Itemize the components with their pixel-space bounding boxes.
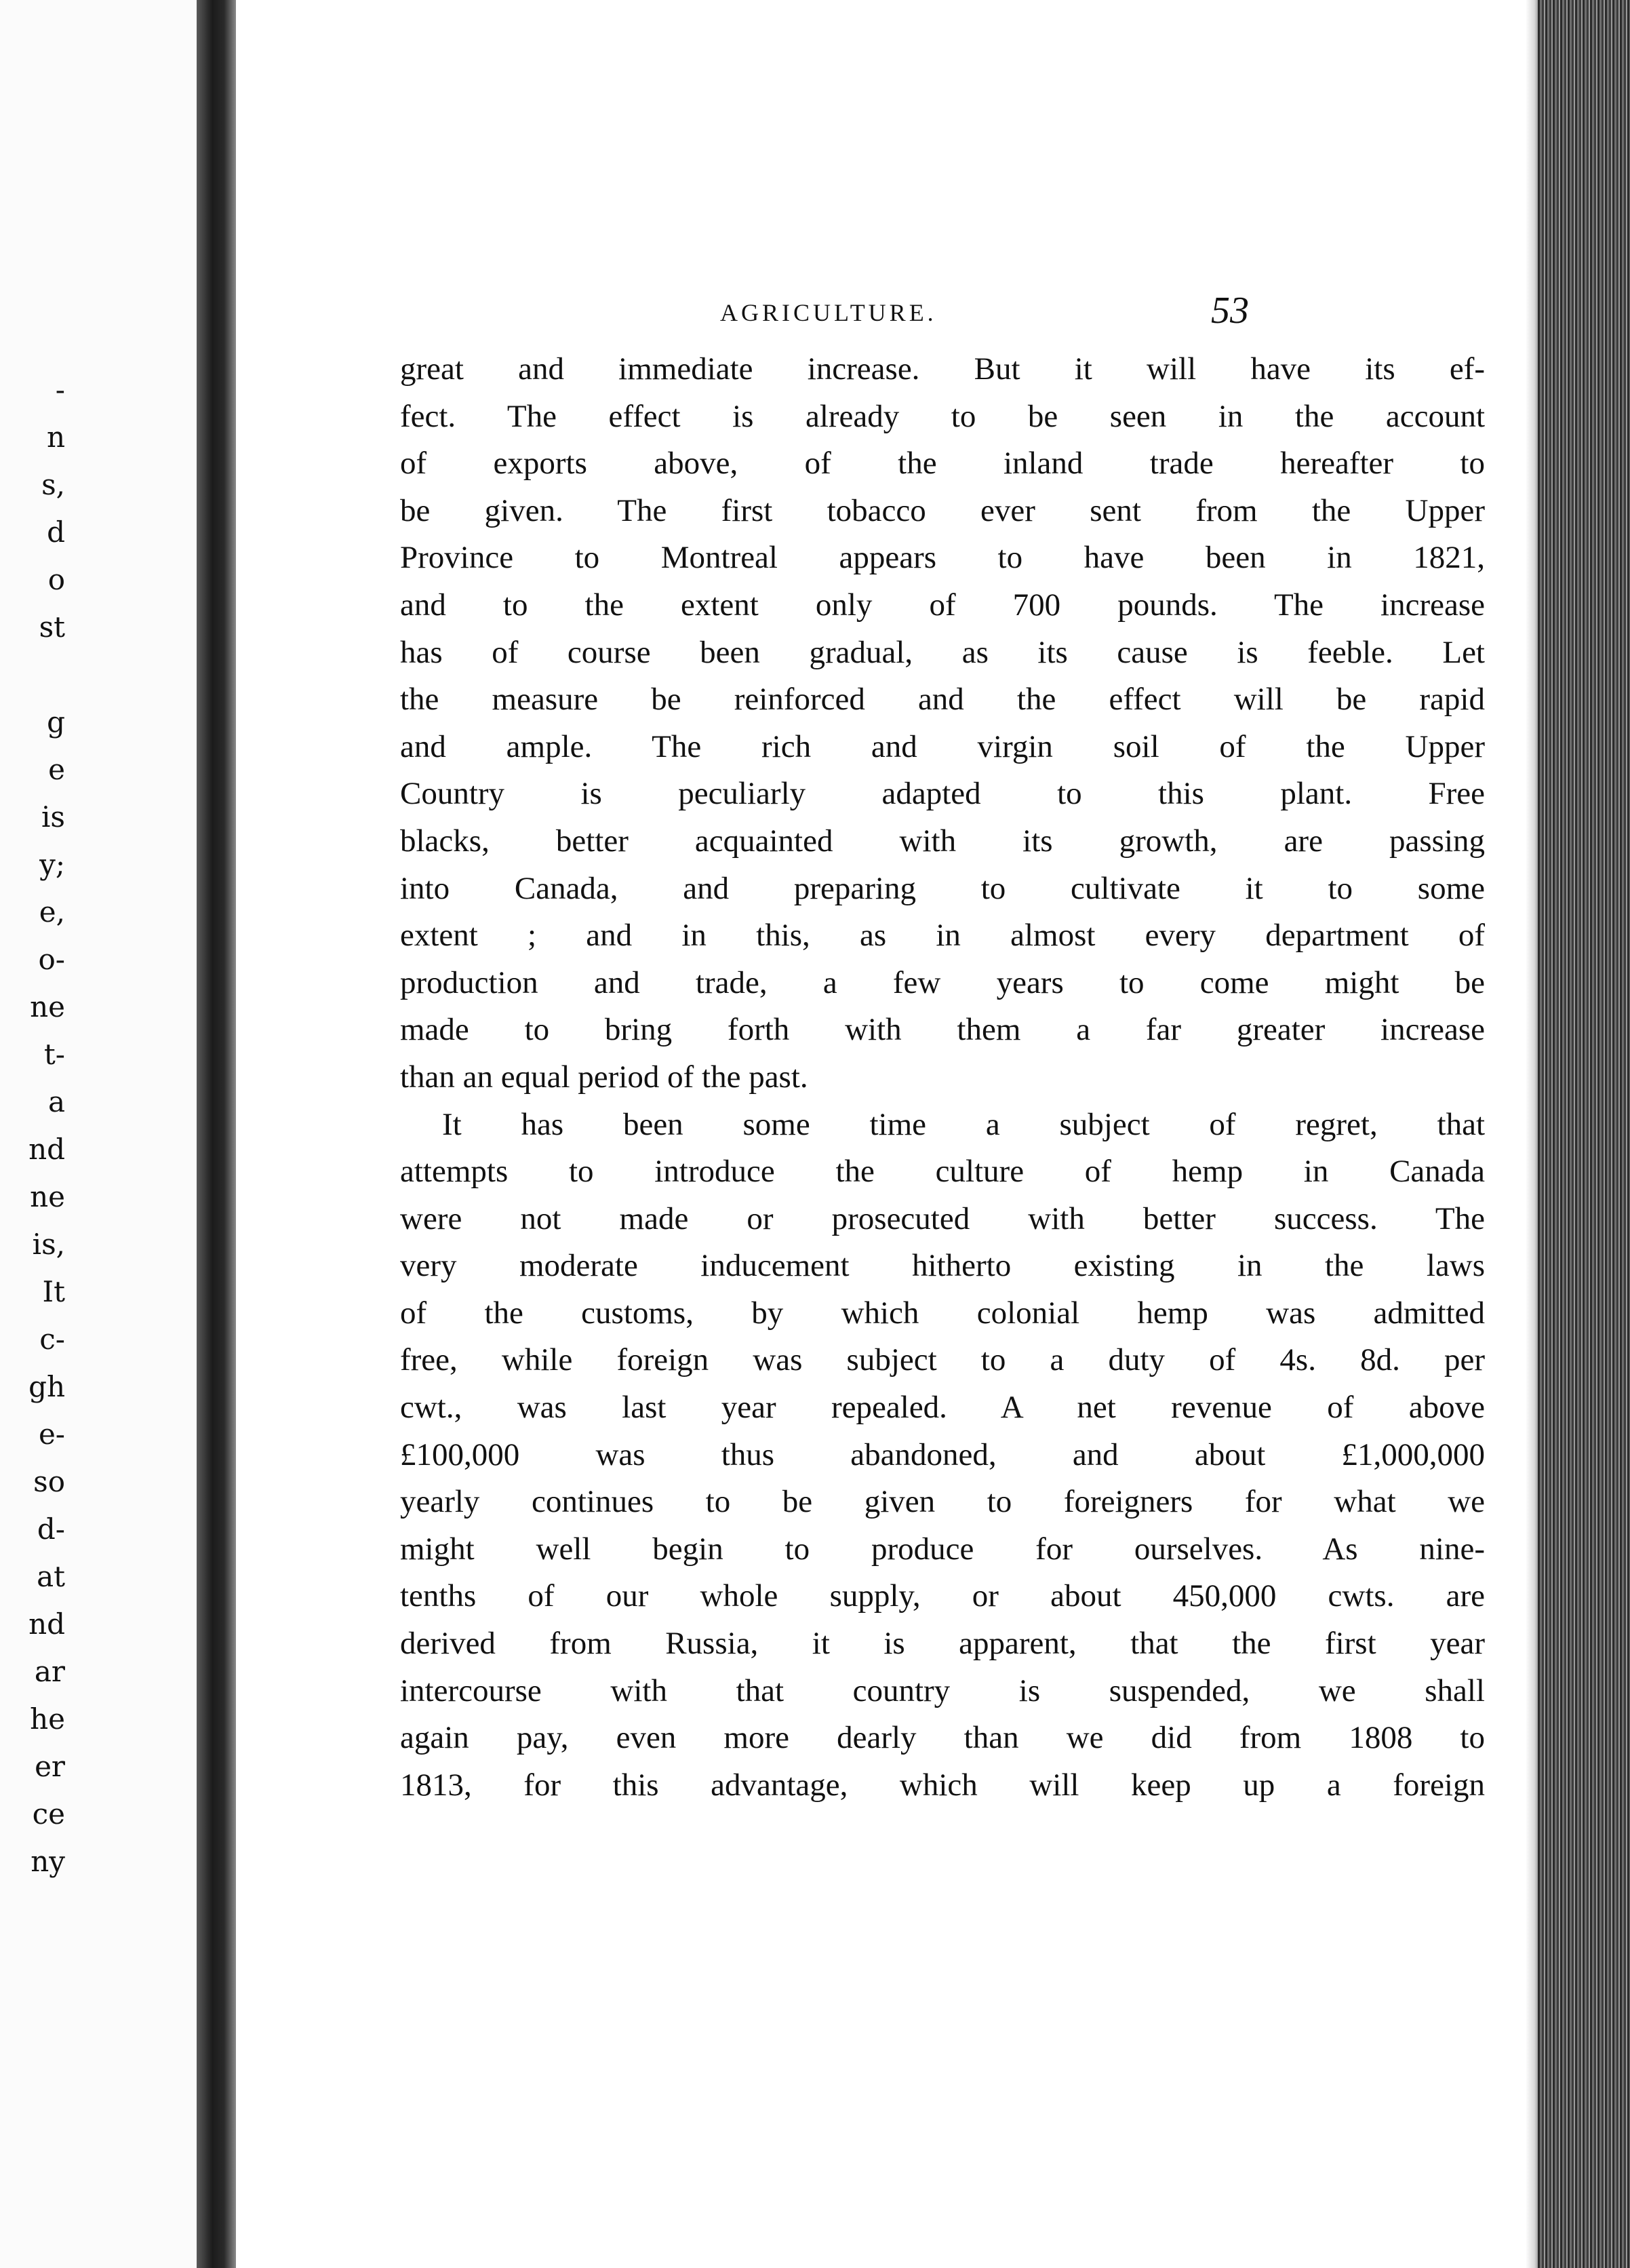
facing-page-line: e- [38,1418,65,1451]
facing-page-line: y; [39,848,65,881]
text-line: blacks, better acquainted with its growth, are passing [400,823,1485,859]
text-line: free, while foreign was subject to a duty of 4s. 8d. per [400,1342,1485,1378]
book-page-edges [1538,0,1630,2268]
facing-page-line: e, [39,895,65,928]
text-line: Country is peculiarly adapted to this plant. Free [400,776,1485,812]
facing-page-line: ne [30,1180,65,1213]
text-line: the measure be reinforced and the effect will be rapid [400,682,1485,718]
facing-page-line: er [35,1750,65,1783]
facing-page-line: st [39,610,65,644]
facing-page-line: o- [38,943,65,976]
book-gutter [197,0,236,2268]
text-line: attempts to introduce the culture of hemp in Canada [400,1154,1485,1190]
page-number: 53 [1211,290,1249,332]
text-line: very moderate inducement hitherto existing in the laws [400,1248,1485,1284]
facing-page-line: nd [28,1607,65,1641]
facing-page-line: ne [30,990,65,1023]
body-text [400,346,1485,1809]
facing-page-line: ar [34,1655,65,1688]
facing-page-line: ny [31,1845,65,1878]
facing-page-line: so [33,1465,65,1498]
text-line: made to bring forth with them a far greater increase [400,1012,1485,1048]
text-line: Province to Montreal appears to have been in 1821, [400,540,1485,576]
facing-page-line: d- [37,1512,65,1546]
facing-page-line: is [41,800,65,834]
text-line: and to the extent only of 700 pounds. The increase [400,587,1485,623]
text-line: and ample. The rich and virgin soil of the Upper [400,728,1485,764]
facing-page [0,0,197,2268]
facing-page-line: ce [32,1797,65,1831]
facing-page-line: e [48,753,65,786]
section-title: AGRICULTURE. [720,299,937,326]
text-line: has of course been gradual, as its cause is feeble. Let [400,634,1485,670]
facing-page-line: It [42,1275,65,1308]
text-line: were not made or prosecuted with better success. The [400,1200,1485,1236]
text-line: cwt., was last year repealed. A net revenue of above [400,1390,1485,1426]
text-line: might well begin to produce for ourselves. As nine- [400,1531,1485,1567]
text-line: of exports above, of the inland trade hereafter to [400,446,1485,482]
facing-page-line: o [47,563,65,596]
facing-page-line: g [47,705,65,739]
text-line: yearly continues to be given to foreigners for what we [400,1484,1485,1520]
facing-page-line: a [47,1085,65,1118]
text-line: again pay, even more dearly than we did from 1808 to [400,1720,1485,1756]
facing-page-line: c- [39,1323,65,1356]
facing-page-line: at [37,1560,65,1593]
running-head [236,290,1538,334]
text-line: fect. The effect is already to be seen in the account [400,398,1485,434]
text-line: into Canada, and preparing to cultivate it to some [400,870,1485,906]
facing-page-line: - [55,373,65,406]
page [236,19,1538,2250]
text-line: extent ; and in this, as in almost every department of [400,918,1485,954]
text-line: tenths of our whole supply, or about 450,000 cwts. are [400,1578,1485,1614]
facing-page-line: he [30,1702,65,1736]
facing-page-line: n [46,421,65,454]
paragraph-first-line: It has been some time a subject of regret, that [442,1106,1485,1142]
facing-page-line: gh [28,1370,65,1403]
facing-page-line: d [47,515,65,549]
facing-page-line: s, [41,468,65,501]
text-line: be given. The first tobacco ever sent from the Upper [400,492,1485,528]
text-line: intercourse with that country is suspended, we shall [400,1673,1485,1708]
text-line: production and trade, a few years to come might be [400,964,1485,1000]
text-line: great and immediate increase. But it will have its ef- [400,351,1485,387]
facing-page-line: nd [28,1133,65,1166]
facing-page-line [0,651,65,699]
paragraph-last-line: than an equal period of the past. [400,1059,808,1095]
text-line: £100,000 was thus abandoned, and about £1,000,000 [400,1436,1485,1472]
facing-page-line: is, [32,1228,65,1261]
facing-page-text [0,366,65,1885]
text-line: of the customs, by which colonial hemp was admitted [400,1295,1485,1331]
facing-page-line: t- [43,1038,65,1071]
text-line: derived from Russia, it is apparent, that the first year [400,1626,1485,1662]
text-line: 1813, for this advantage, which will keep up a foreign [400,1767,1485,1803]
